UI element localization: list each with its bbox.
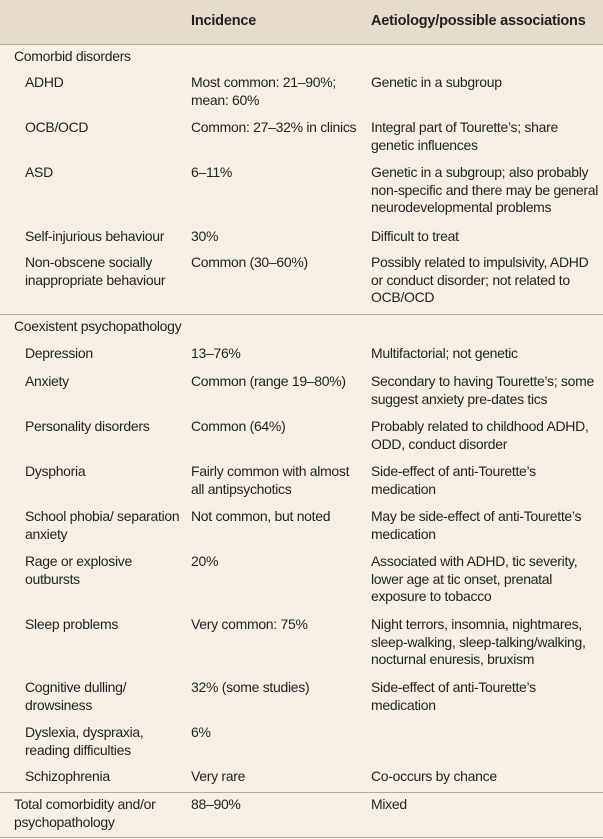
- row-aetiology: Night terrors, insomnia, nightmares, sleep-walking, sleep-talking/walking, nocturnal enuresis, bruxism: [371, 616, 586, 667]
- total-incidence: 88–90%: [191, 796, 241, 812]
- section-title-comorbid: Comorbid disorders: [14, 48, 131, 64]
- row-name: Cognitive dulling/ drowsiness: [25, 679, 127, 713]
- row-name: Dyslexia, dyspraxia, reading difficulties: [25, 724, 144, 758]
- row-incidence: Common (64%): [191, 418, 286, 434]
- row-aetiology: Genetic in a subgroup; also probably non-specific and there may be general neurodevelopmental problems: [371, 164, 599, 215]
- row-incidence: Fairly common with almost all antipsychotics: [191, 463, 350, 497]
- row-incidence: Most common: 21–90%; mean: 60%: [191, 74, 336, 108]
- row-aetiology: Side-effect of anti-Tourette’s medication: [371, 463, 536, 497]
- row-aetiology: Integral part of Tourette’s; share genetic influences: [371, 119, 558, 153]
- section-divider-coexistent: [0, 314, 603, 315]
- row-name: OCB/OCD: [25, 119, 89, 135]
- row-incidence: 6%: [191, 724, 211, 740]
- row-name: Personality disorders: [25, 418, 150, 434]
- row-aetiology: Associated with ADHD, tic severity, lower age at tic onset, prenatal exposure to tobacco: [371, 553, 578, 604]
- table-bottom-rule: [0, 837, 603, 838]
- row-aetiology: Secondary to having Tourette’s; some suggest anxiety pre-dates tics: [371, 373, 594, 407]
- row-name: ASD: [25, 164, 53, 180]
- row-name: Rage or explosive outbursts: [25, 553, 132, 587]
- row-incidence: 20%: [191, 553, 219, 569]
- row-aetiology: Co-occurs by chance: [371, 768, 497, 784]
- row-incidence: Common (range 19–80%): [191, 373, 346, 389]
- section-title-coexistent: Coexistent psychopathology: [14, 318, 182, 334]
- section-divider-total: [0, 792, 603, 793]
- row-name: Anxiety: [25, 373, 69, 389]
- row-incidence: 32% (some studies): [191, 679, 310, 695]
- row-incidence: Not common, but noted: [191, 508, 331, 524]
- row-incidence: 13–76%: [191, 345, 241, 361]
- header-incidence: Incidence: [191, 13, 257, 29]
- row-name: Dysphoria: [25, 463, 86, 479]
- row-incidence: Common (30–60%): [191, 254, 308, 270]
- total-name: Total comorbidity and/or psychopathology: [14, 796, 156, 830]
- table-header: [0, 0, 603, 44]
- row-aetiology: Difficult to treat: [371, 228, 459, 244]
- row-incidence: Very common: 75%: [191, 616, 308, 632]
- row-name: Depression: [25, 345, 93, 361]
- total-aetiology: Mixed: [371, 796, 407, 812]
- header-aetiology: Aetiology/possible associations: [371, 13, 586, 29]
- row-aetiology: Genetic in a subgroup: [371, 74, 502, 90]
- row-incidence: Very rare: [191, 768, 246, 784]
- row-incidence: 30%: [191, 228, 219, 244]
- row-name: ADHD: [25, 74, 64, 90]
- row-incidence: 6–11%: [191, 164, 233, 180]
- row-name: Schizophrenia: [25, 768, 110, 784]
- row-name: School phobia/ separation anxiety: [25, 508, 180, 542]
- row-aetiology: Probably related to childhood ADHD, ODD, conduct disorder: [371, 418, 589, 452]
- row-incidence: Common: 27–32% in clinics: [191, 119, 357, 135]
- section-divider-comorbid: [0, 44, 603, 45]
- row-aetiology: Side-effect of anti-Tourette’s medication: [371, 679, 536, 713]
- row-aetiology: Possibly related to impulsivity, ADHD or conduct disorder; not related to OCB/OCD: [371, 254, 589, 305]
- row-name: Sleep problems: [25, 616, 119, 632]
- row-aetiology: Multifactorial; not genetic: [371, 345, 518, 361]
- row-aetiology: May be side-effect of anti-Tourette’s medication: [371, 508, 582, 542]
- row-name: Self-injurious behaviour: [25, 228, 165, 244]
- row-name: Non-obscene socially inappropriate behaviour: [25, 254, 166, 288]
